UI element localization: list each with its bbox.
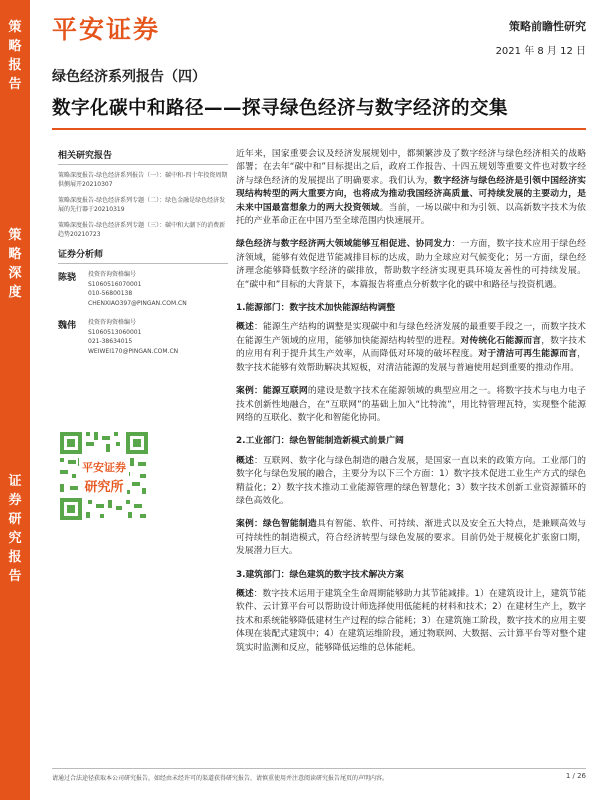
qr-brand-text: 平安证券 xyxy=(79,458,129,476)
doc-type: 策略前瞻性研究 xyxy=(509,20,586,33)
analyst-name: 陈骁 xyxy=(58,273,77,283)
section-heading-energy: 1.能源部门：数字技术加快能源结构调整 xyxy=(236,303,396,314)
page-title: 数字化碳中和路径——探寻绿色经济与数字经济的交集 xyxy=(52,98,509,119)
analyst-name: 魏伟 xyxy=(58,321,77,331)
page-number: 1 / 26 xyxy=(565,772,586,780)
footer-divider xyxy=(52,768,586,769)
sidebar-label-research: 证券研究报告 xyxy=(8,474,22,584)
paragraph-intro: 近年来，国家重要会议及经济发展规划中，都频繁涉及了数字经济与绿色经济相关的战略部署；在去年“碳中和”目标提出之后，政府工作报告、十四五规划等重要文件也对数字经济与绿色经济的发展提出了明确要求。我们认为，数字经济与绿色经济是引领中国经济实现结构转型的两大重要方向，也将成为推动我国经济高质量、可持续发展的主要动力，是未来中国最富想象力的两大投资领域。当前，一场以碳中和为引领、以高新数字技术为依托的产业革命正在中国乃至全球范围内快速展开。 xyxy=(236,149,586,227)
analyst-line: 投资咨询资格编号 xyxy=(88,271,137,278)
company-logo: 平安证券 xyxy=(52,15,161,44)
left-column xyxy=(58,148,228,366)
paragraph-energy-overview: 概述：能源生产结构的调整是实现碳中和与绿色经济发展的最重要手段之一，而数字技术在能源生产领域的应用，能够加快能源结构转型的进程。对传统化石能源而言，数字技术的应用有利于提升其生产效率，从而降低对环境的破坏程度。对于清洁可再生能源而言，数字技术能够有效帮助解决其短板，对清洁能源的发展与普遍使用起到重要的推动作用。 xyxy=(236,322,586,373)
related-reports-heading: 相关研究报告 xyxy=(58,148,228,165)
paragraph-energy-case: 案例：能源互联网的建设是数字技术在能源领域的典型应用之一。将数字技术与电力电子技术创新性地融合，在“互联网”的基础上加入“比特流”，用比特管理瓦特，实现整个能源网络的互联化、数字化和智能化协同。 xyxy=(236,386,586,423)
paragraph-industry-overview: 概述：互联网、数字化与绿色制造的融合发展，是国家一直以来的政策方向。工业部门的数字化与绿色发展的融合，主要分为以下三个方面：1）数字技术促进工业生产方式的绿色精益化；2）数字技术推动工业能源管理的绿色智慧化；3）数字技术创新工业资源循环的绿色高效化。 xyxy=(236,455,586,506)
analyst-email: CHENXIAO397@PINGAN.COM.CN xyxy=(88,299,187,307)
related-report-2: 策略深度报告-绿色经济系列专题（二）：绿色金融是绿色经济发展的先行器于20210319 xyxy=(58,197,226,213)
title-divider xyxy=(52,128,586,130)
analysts-heading: 证券分析师 xyxy=(58,247,228,264)
qr-brand-subtext: 研究所 xyxy=(81,476,126,495)
paragraph-building-overview: 概述：数字技术运用于建筑全生命周期能够助力其节能减排。1）在建筑设计上，建筑节能软件、云计算平台可以帮助设计师选择使用低能耗的材料和技术；2）在建材生产上，数字技术和系统能够降低建材生产过程的综合能耗；3）在建筑施工阶段，数字技术的应用主要体现在装配式建筑中；4）在建筑运维阶段，通过物联网、大数据、云计算平台等对整个建筑实时监测和反应，能够降低运维的总体能耗。 xyxy=(236,588,586,653)
paragraph-synergy: 绿色经济与数字经济两大领域能够互相促进、协同发力：一方面，数字技术应用于绿色经济领域，能够有效促进节能减排目标的达成，助力全球应对气候变化；另一方面，绿色经济理念能够降低数字经济的碳排放，帮助数字经济实现更具环境友善性的可持续发展。在“碳中和”目标的大背景下，本篇报告将重点分析数字化的碳中和路径与投资机遇。 xyxy=(236,239,586,290)
related-report-3: 策略深度报告-绿色经济系列专题（三）：碳中和大潮下的消费新趋势20210723 xyxy=(58,222,226,238)
analyst-line: S1060516070001 xyxy=(88,280,142,288)
section-heading-building: 3.建筑部门：绿色建筑的数字技术解决方案 xyxy=(236,569,404,580)
section-heading-industry: 2.工业部门：绿色智能制造新模式前景广阔 xyxy=(236,436,404,447)
related-report-1: 策略深度报告-绿色经济系列报告（一）：碳中和-四十年投资周期供侧展开20210307 xyxy=(58,172,228,188)
qr-code-icon xyxy=(56,428,152,524)
analyst-email: WEIWEI170@PINGAN.COM.CN xyxy=(88,347,179,355)
series-title: 绿色经济系列报告（四） xyxy=(52,69,206,85)
sidebar xyxy=(0,0,30,800)
analyst-line: 010-56800138 xyxy=(88,290,133,297)
paragraph-industry-case: 案例：绿色智能制造具有智能、软件、可持续、渐进式以及安全五大特点，是兼顾高效与可持续性的制造模式，符合经济转型与绿色发展的要求。目前仍处于规模化扩张窗口期，发展潜力巨大。 xyxy=(236,519,586,557)
footer-note: 请通过合法途径获取本公司研究报告，如经由未经许可的渠道获得研究报告，请慎重使用并注意阅读研究报告尾页的声明内容。 xyxy=(52,775,389,782)
analyst-line: 投资咨询资格编号 xyxy=(88,319,137,326)
analyst-line: 021-38634015 xyxy=(88,338,133,345)
sidebar-label-depth: 策略深度 xyxy=(8,228,22,300)
sidebar-label-report: 策略报告 xyxy=(8,20,22,92)
analyst-line: S1060513060001 xyxy=(88,328,142,336)
main-body xyxy=(236,148,586,665)
doc-date: 2021 年 8 月 12 日 xyxy=(495,46,586,57)
analyst-2 xyxy=(58,318,228,356)
analyst-1 xyxy=(58,270,228,308)
